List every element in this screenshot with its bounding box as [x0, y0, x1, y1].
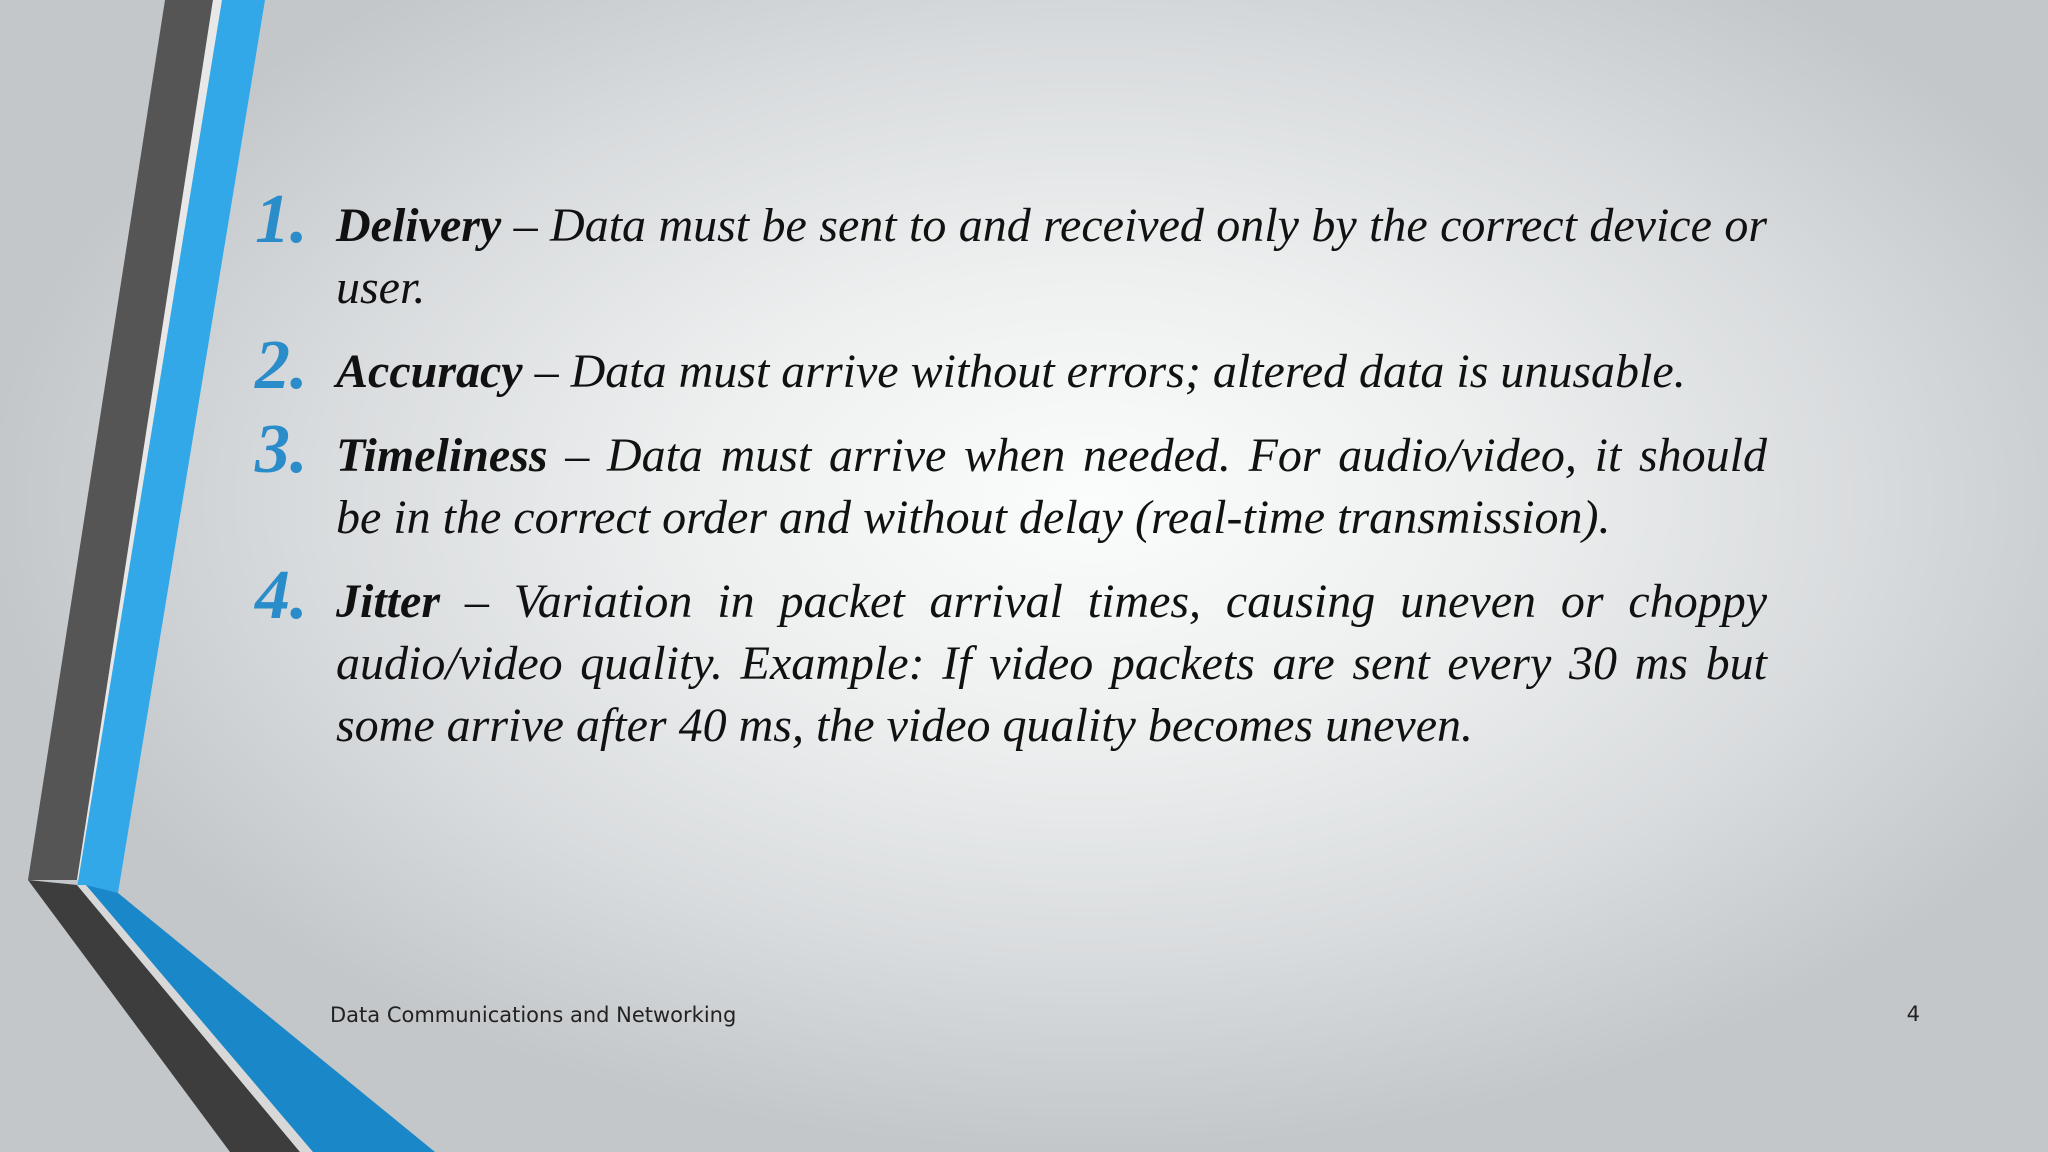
list-item	[255, 557, 1767, 757]
list-item-number: 3.	[255, 411, 308, 488]
list-item-description: – Data must be sent to and received only by the correct device or user.	[336, 199, 1767, 314]
list-item	[255, 327, 1767, 404]
list-item-number: 1.	[255, 181, 308, 258]
list-item-number: 2.	[255, 327, 308, 404]
list-item-number: 4.	[255, 557, 308, 634]
page-number: 4	[1906, 1002, 1920, 1026]
footer-title: Data Communications and Networking	[330, 1003, 737, 1027]
list-item-description: – Data must arrive without errors; altered data is unusable.	[522, 345, 1686, 398]
list-item-text	[336, 341, 1767, 403]
light-diagonal-separator	[77, 885, 313, 1152]
list-item-text	[336, 571, 1767, 757]
list-item	[255, 411, 1767, 549]
list-item-description: – Variation in packet arrival times, causing uneven or choppy audio/video quality. Example: If video packets are sent every 30 ms but some arrive after 40 ms, the video quality becomes uneven.	[336, 575, 1767, 752]
list-item-description: – Data must arrive when needed. For audio/video, it should be in the correct order and without delay (real-time transmission).	[336, 429, 1767, 544]
list-item-text	[336, 425, 1767, 549]
list-item	[255, 181, 1767, 319]
list-item-term: Accuracy	[336, 345, 523, 398]
list-item-term: Delivery	[336, 199, 502, 252]
list-item-term: Timeliness	[336, 429, 548, 482]
list-item-term: Jitter	[336, 575, 440, 628]
numbered-list	[255, 181, 1767, 779]
list-item-text	[336, 195, 1767, 319]
